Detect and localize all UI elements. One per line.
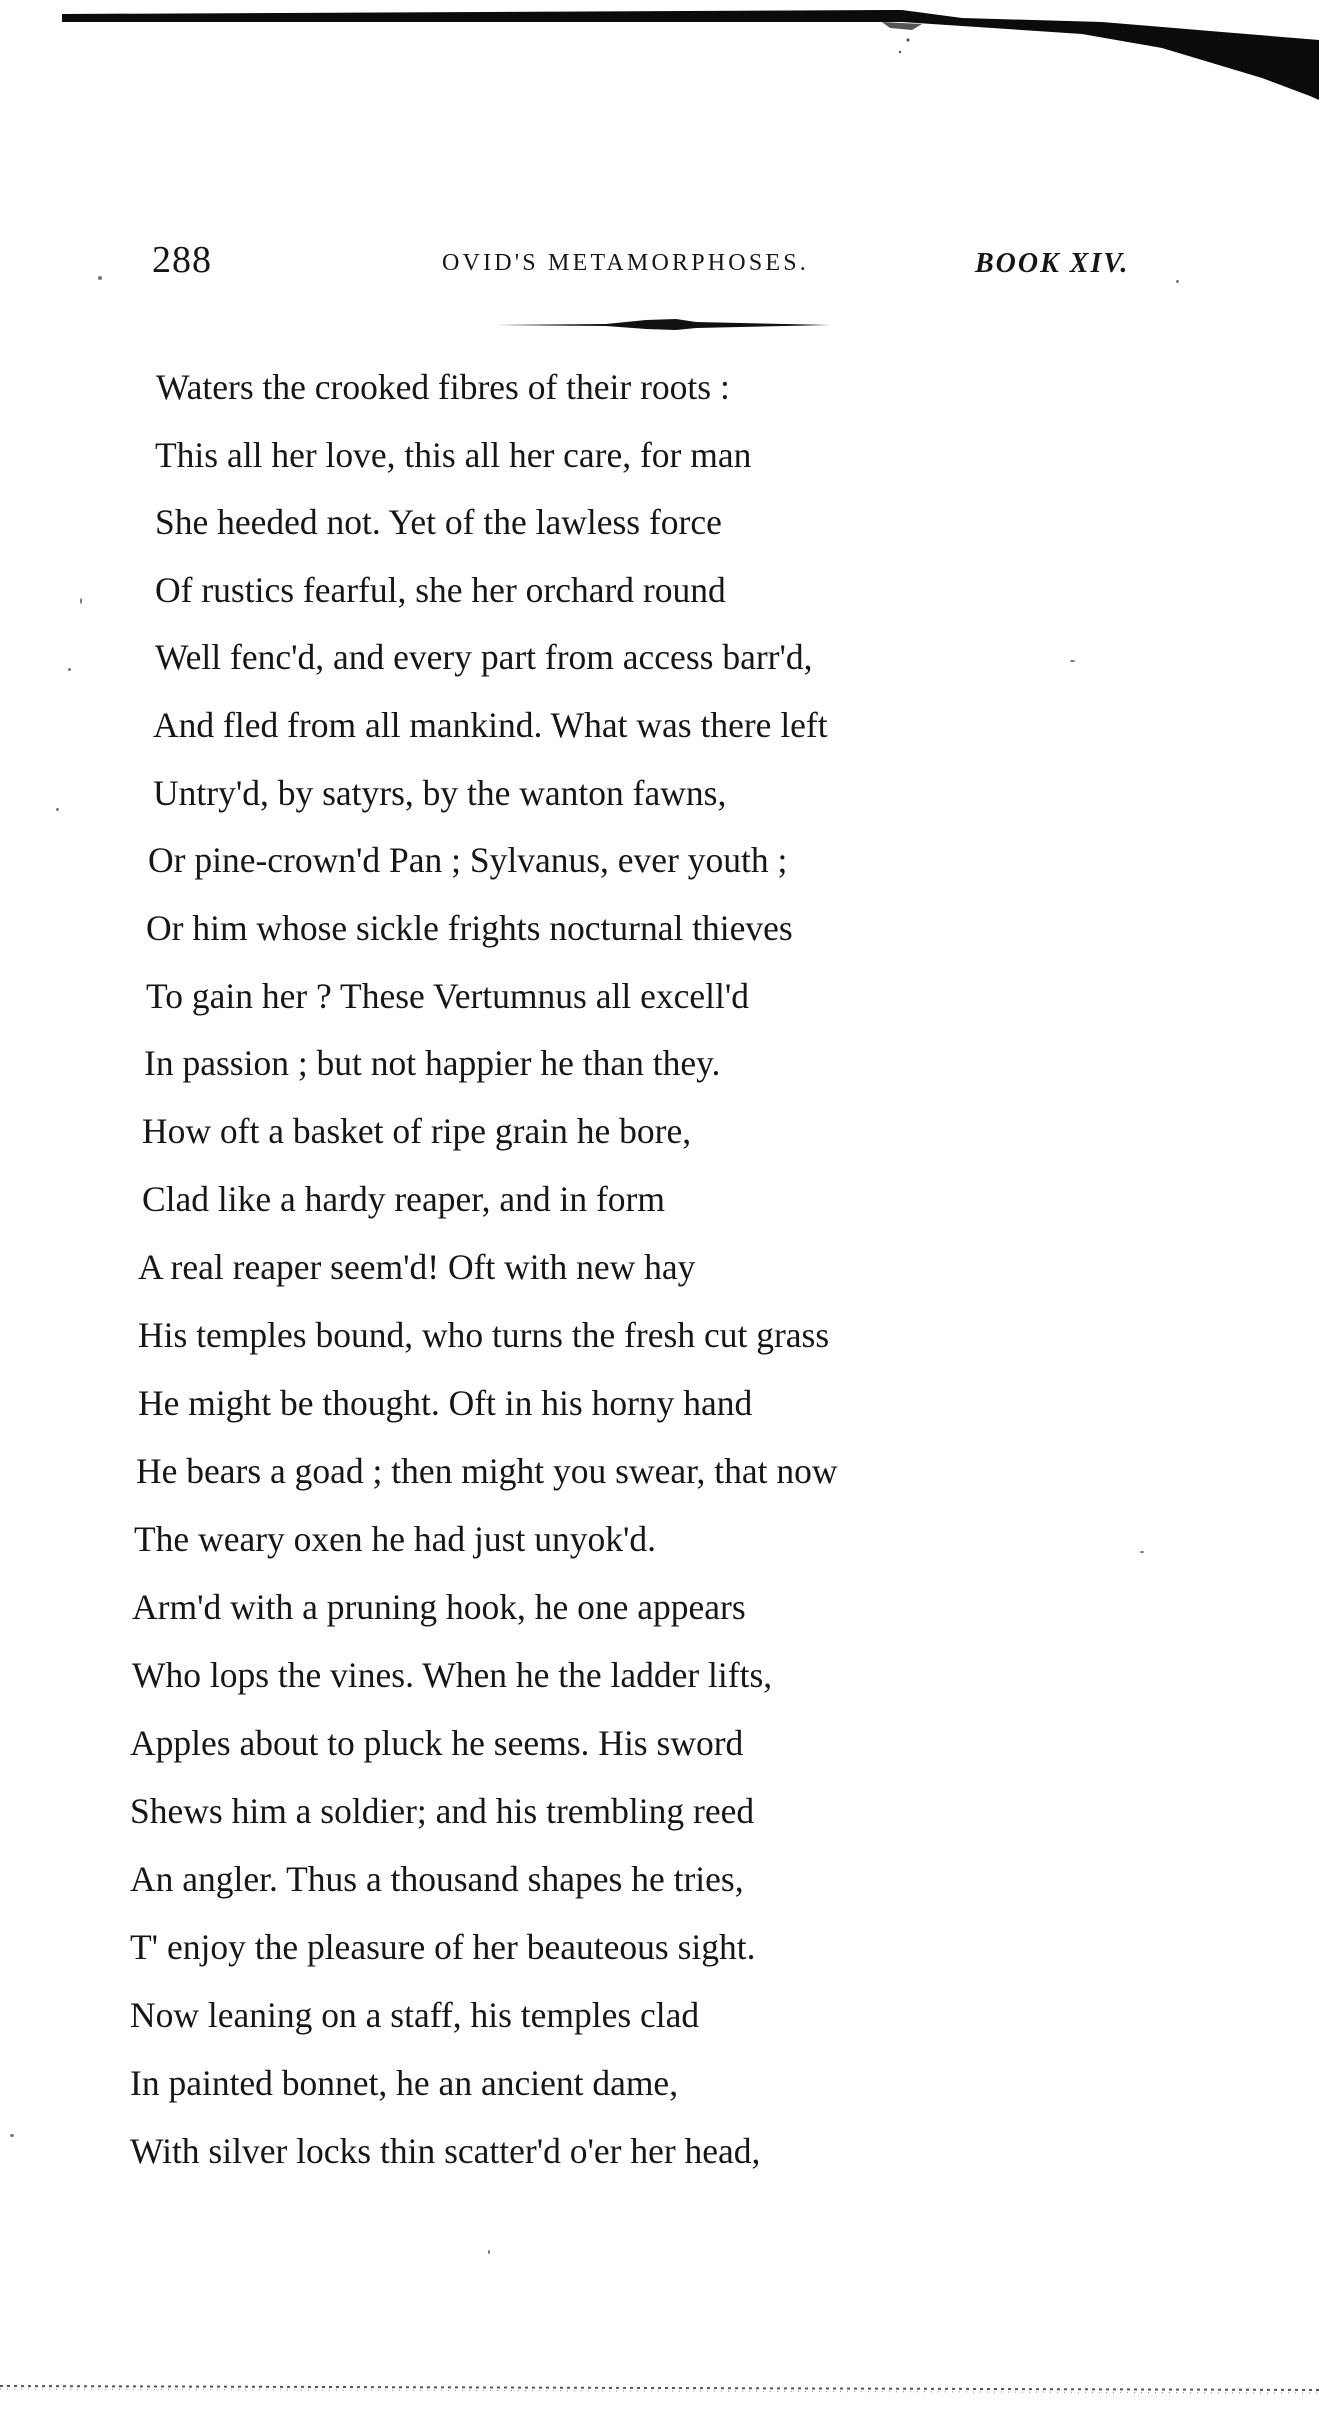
scan-speck	[80, 598, 82, 604]
verse-line: He might be thought. Oft in his horny hand	[138, 1383, 753, 1423]
verse-line: Untry'd, by satyrs, by the wanton fawns,	[153, 773, 727, 813]
verse-line: In passion ; but not happier he than they.	[144, 1043, 721, 1083]
verse-line: A real reaper seem'd! Oft with new hay	[138, 1247, 696, 1287]
page-number: 288	[152, 239, 212, 281]
verse-line: With silver locks thin scatter'd o'er her head,	[130, 2131, 761, 2171]
verse-line: This all her love, this all her care, for man	[155, 435, 752, 475]
scan-speck	[68, 668, 71, 671]
scan-edge-bottom	[0, 2378, 1319, 2398]
running-title: OVID'S METAMORPHOSES.	[442, 250, 809, 276]
scan-speck	[1176, 280, 1179, 283]
verse-line: The weary oxen he had just unyok'd.	[134, 1519, 656, 1559]
book-label: BOOK XIV.	[975, 248, 1130, 279]
verse-line: Shews him a soldier; and his trembling reed	[130, 1791, 755, 1831]
scan-speck	[10, 2134, 14, 2137]
verse-line: T' enjoy the pleasure of her beauteous sight.	[130, 1927, 756, 1967]
verse-line: And fled from all mankind. What was there left	[153, 705, 828, 745]
verse-line: Or him whose sickle frights nocturnal thieves	[146, 908, 793, 948]
scan-speck	[1140, 1551, 1144, 1553]
scan-speck	[1070, 660, 1075, 662]
verse-line: Clad like a hardy reaper, and in form	[142, 1179, 665, 1219]
verse-line: Now leaning on a staff, his temples clad	[130, 1995, 700, 2035]
verse-line: Who lops the vines. When he the ladder lifts,	[132, 1655, 773, 1695]
verse-line: He bears a goad ; then might you swear, that now	[136, 1451, 838, 1491]
verse-line: Apples about to pluck he seems. His sword	[130, 1723, 744, 1763]
verse-line: To gain her ? These Vertumnus all excell'd	[146, 976, 749, 1016]
verse-line: His temples bound, who turns the fresh cut grass	[138, 1315, 830, 1355]
verse-line: Arm'd with a pruning hook, he one appears	[132, 1587, 746, 1627]
verse-line: An angler. Thus a thousand shapes he tries,	[130, 1859, 744, 1899]
verse-line: In painted bonnet, he an ancient dame,	[130, 2063, 679, 2103]
verse-line: How oft a basket of ripe grain he bore,	[142, 1111, 692, 1151]
verse-line: Or pine-crown'd Pan ; Sylvanus, ever youth ;	[148, 840, 788, 880]
scan-speck	[56, 808, 59, 811]
verse-line: Waters the crooked fibres of their roots :	[156, 367, 730, 407]
verse-line: Well fenc'd, and every part from access barr'd,	[155, 637, 813, 677]
scan-speck	[488, 2250, 490, 2254]
verse-line: Of rustics fearful, she her orchard round	[155, 570, 726, 610]
verse-line: She heeded not. Yet of the lawless force	[155, 502, 722, 542]
scan-speck	[98, 276, 102, 280]
